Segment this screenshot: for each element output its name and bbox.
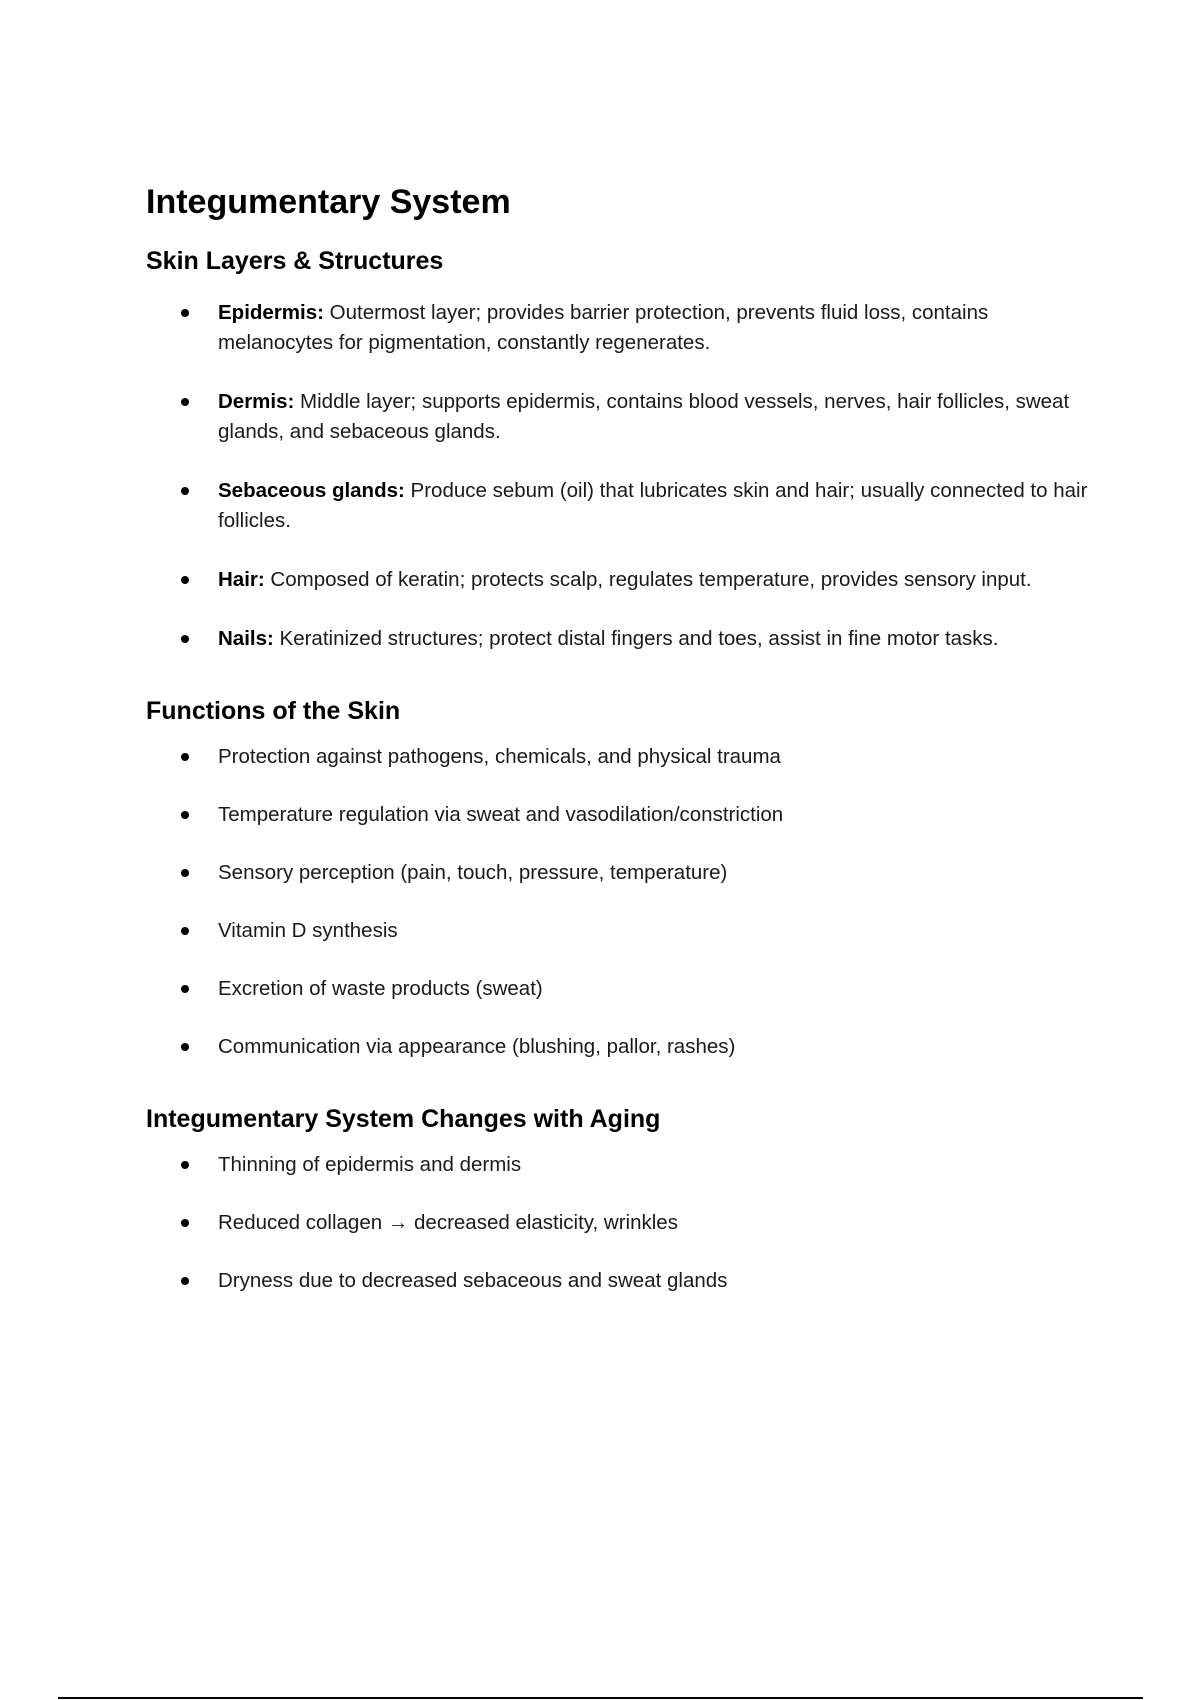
bullet-icon <box>181 487 189 495</box>
list-item <box>146 565 1096 595</box>
bullet-icon <box>181 309 189 317</box>
list-item <box>146 624 1096 654</box>
list-item-text: Dryness due to decreased sebaceous and sweat glands <box>218 1269 728 1292</box>
list-item <box>146 916 1096 946</box>
aging-changes-list <box>146 1150 1096 1296</box>
bullet-icon <box>181 635 189 643</box>
skin-layers-list <box>146 298 1096 654</box>
footer-divider <box>58 1697 1143 1699</box>
list-item-text: Excretion of waste products (sweat) <box>218 977 543 1000</box>
list-item-text: Sensory perception (pain, touch, pressure, temperature) <box>218 861 728 884</box>
list-item <box>146 858 1096 888</box>
list-item <box>146 742 1096 772</box>
list-item <box>146 298 1096 358</box>
bullet-icon <box>181 869 189 877</box>
list-item-text: Protection against pathogens, chemicals, and physical trauma <box>218 745 781 768</box>
functions-list <box>146 742 1096 1062</box>
list-item <box>146 1266 1096 1296</box>
section-heading-skin-layers: Skin Layers & Structures <box>146 247 444 275</box>
list-item <box>146 974 1096 1004</box>
list-item-text: Thinning of epidermis and dermis <box>218 1153 522 1176</box>
term-description: Outermost layer; provides barrier protection, prevents fluid loss, contains melanocytes for pigmentation, constantly regenerates. <box>218 301 989 354</box>
term-label: Epidermis: <box>218 301 324 324</box>
bullet-icon <box>181 753 189 761</box>
term-description: Produce sebum (oil) that lubricates skin and hair; usually connected to hair follicles. <box>218 479 1088 532</box>
document-content <box>146 176 1096 1296</box>
bullet-icon <box>181 1161 189 1169</box>
list-item-text: Vitamin D synthesis <box>218 919 398 942</box>
list-item-text: Reduced collagen → decreased elasticity, wrinkles <box>218 1211 678 1234</box>
bullet-icon <box>181 985 189 993</box>
list-item <box>146 476 1096 536</box>
term-label: Hair: <box>218 568 265 591</box>
bullet-icon <box>181 1277 189 1285</box>
list-item <box>146 387 1096 447</box>
list-item <box>146 800 1096 830</box>
term-label: Nails: <box>218 627 274 650</box>
bullet-icon <box>181 1043 189 1051</box>
bullet-icon <box>181 398 189 406</box>
term-label: Dermis: <box>218 390 295 413</box>
page-title: Integumentary System <box>146 183 511 221</box>
bullet-icon <box>181 811 189 819</box>
list-item <box>146 1150 1096 1180</box>
list-item-text: Temperature regulation via sweat and vasodilation/constriction <box>218 803 784 826</box>
term-label: Sebaceous glands: <box>218 479 405 502</box>
section-heading-functions: Functions of the Skin <box>146 697 401 725</box>
list-item <box>146 1208 1096 1238</box>
term-description: Composed of keratin; protects scalp, regulates temperature, provides sensory input. <box>264 568 1032 591</box>
section-heading-aging: Integumentary System Changes with Aging <box>146 1105 661 1133</box>
term-description: Middle layer; supports epidermis, contains blood vessels, nerves, hair follicles, sweat glands, and sebaceous glands. <box>218 390 1070 443</box>
bullet-icon <box>181 927 189 935</box>
bullet-icon <box>181 576 189 584</box>
list-item-text: Communication via appearance (blushing, pallor, rashes) <box>218 1035 736 1058</box>
list-item <box>146 1032 1096 1062</box>
term-description: Keratinized structures; protect distal fingers and toes, assist in fine motor tasks. <box>273 627 999 650</box>
bullet-icon <box>181 1219 189 1227</box>
